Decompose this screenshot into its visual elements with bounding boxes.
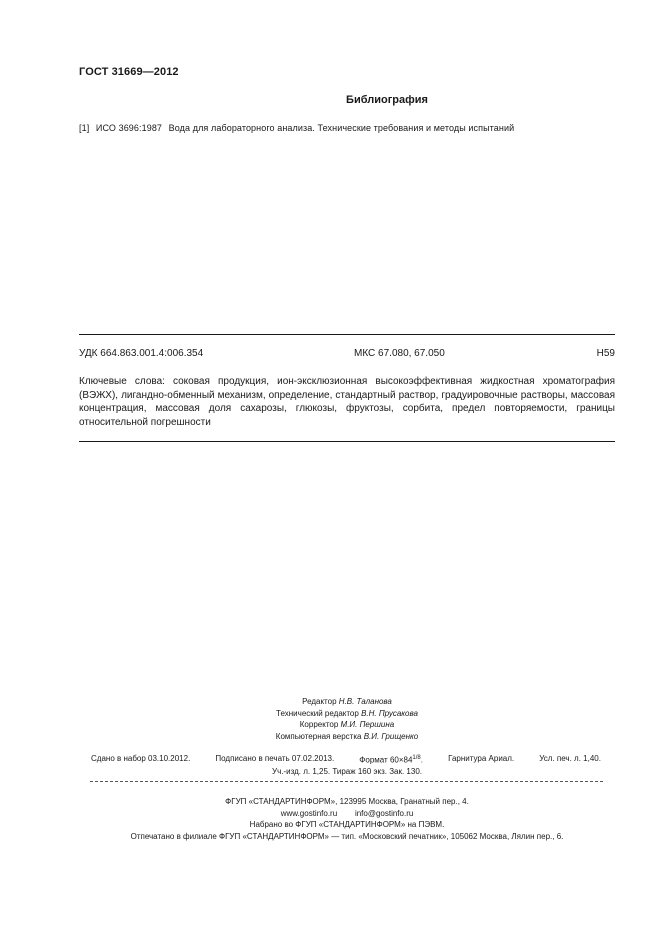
publisher-block xyxy=(79,796,615,842)
bibliography-title: Библиография xyxy=(346,94,428,106)
publisher-address: ФГУП «СТАНДАРТИНФОРМ», 123995 Москва, Гранатный пер., 4. xyxy=(225,797,469,806)
print-edition: Уч.-изд. л. 1,25. Тираж 160 экз. Зак. 130. xyxy=(272,767,422,777)
mks-code: МКС 67.080, 67.050 xyxy=(354,348,445,359)
bibliography-text: Вода для лабораторного анализа. Технические требования и методы испытаний xyxy=(168,123,515,133)
credit-layout: Компьютерная верстка В.И. Грищенко xyxy=(275,731,419,741)
standard-code: ГОСТ 31669—2012 xyxy=(79,66,179,78)
bibliography-entry xyxy=(79,123,518,133)
bibliography-ref: [1] xyxy=(79,123,90,133)
credit-proofreader: Корректор М.И. Першина xyxy=(299,720,395,729)
publisher-contacts: www.gostinfo.ru info@gostinfo.ru xyxy=(280,808,414,818)
dashed-divider xyxy=(90,781,603,782)
bibliography-code: ИСО 3696:1987 xyxy=(95,123,163,133)
group-code: Н59 xyxy=(596,348,615,359)
keywords: Ключевые слова: соковая продукция, ион-эксклюзионная высокоэффективная жидкостная хроматография (ВЭЖХ), лигандно-обменный механизм, определение, стандартный раствор, градуировочные растворы, массовая концентрация, массовая доля сахарозы, глюкозы, фруктозы, сорбита, предел повторяемости, границы относительной погрешности xyxy=(79,376,615,428)
print-sheets: Усл. печ. л. 1,40. xyxy=(539,754,601,763)
print-format: Формат $60\times 84^{1/8}$. xyxy=(359,755,423,765)
credits-block xyxy=(79,696,615,742)
print-info-block xyxy=(79,753,615,778)
divider-top xyxy=(79,334,615,335)
credit-tech-editor: Технический редактор В.Н. Прусакова xyxy=(276,708,418,718)
print-signed: Подписано в печать 07.02.2013. xyxy=(215,754,335,763)
udk-code: УДК 664.863.001.4:006.354 xyxy=(79,348,204,359)
print-submitted: Сдано в набор 03.10.2012. xyxy=(91,754,191,763)
publisher-printed: Отпечатано в филиале ФГУП «СТАНДАРТИНФОРМ» — тип. «Московский печатник», 105062 Москва, Лялин пер., 6. xyxy=(130,831,564,841)
publisher-typeset: Набрано во ФГУП «СТАНДАРТИНФОРМ» на ПЭВМ. xyxy=(249,820,445,829)
credit-editor: Редактор Н.В. Таланова xyxy=(302,697,392,706)
divider-bottom xyxy=(79,441,615,442)
classification-row xyxy=(79,348,615,362)
print-typeface: Гарнитура Ариал. xyxy=(448,754,515,763)
